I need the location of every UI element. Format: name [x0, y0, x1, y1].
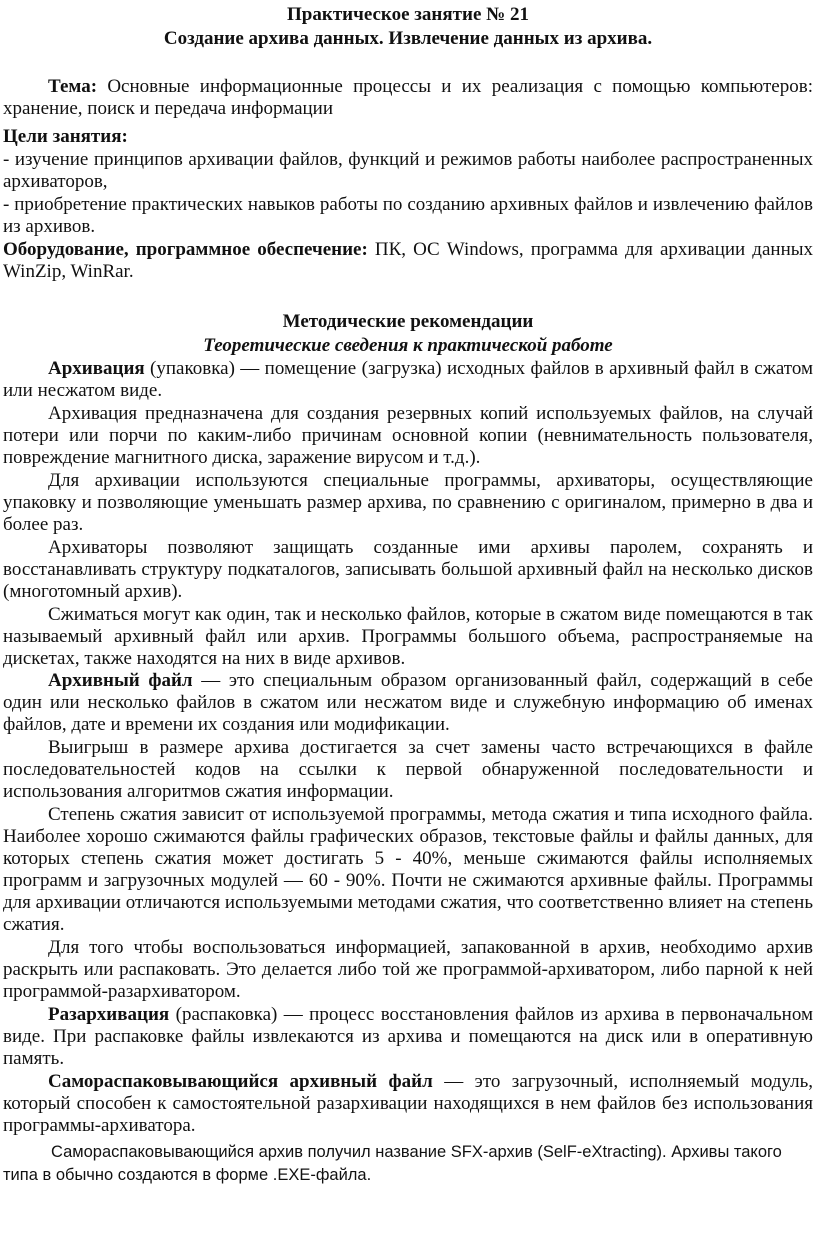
section-heading: Методические рекомендации: [282, 311, 534, 332]
body-paragraph: Степень сжатия зависит от используемой программы, метода сжатия и типа исходного файла. Наиболее хорошо сжимаются файлы графических образов, текстовые файлы и файлы данных, для которых степень сжатия может достигать 5 - 40%, меньше сжимаются файлы исполняемых программ и загрузочных модулей — 60 - 90%. Почти не сжимаются архивные файлы. Программы для архивации отличаются используемыми методами сжатия, что соответственно влияет на степень сжатия.: [3, 804, 813, 935]
term-unarchivation: Разархивация: [48, 1004, 170, 1025]
term-sfx-file: Самораспаковывающийся архивный файл: [48, 1071, 433, 1092]
topic-text: Основные информационные процессы и их реализация с помощью компьютеров: хранение, поиск и передача информации: [3, 76, 813, 119]
body-paragraph: [3, 1004, 813, 1070]
equipment-paragraph: [3, 239, 813, 283]
body-paragraph: [3, 358, 813, 402]
paragraph-text: — это специальным образом организованный файл, содержащий в себе один или несколько файлов в сжатом или несжатом виде и служебную информацию об именах файлов, дате и времени их создания или модификации.: [3, 670, 813, 735]
body-paragraph: Для того чтобы воспользоваться информацией, запакованной в архив, необходимо архив раскрыть или распаковать. Это делается либо той же программой-архиватором, либо парной к ней программой-разархиватором.: [3, 937, 813, 1002]
page-title: Практическое занятие № 21: [287, 4, 529, 25]
goal-item: - приобретение практических навыков работы по созданию архивных файлов и извлечению файлов из архивов.: [3, 194, 813, 237]
body-paragraph: Архивация предназначена для создания резервных копий используемых файлов, на случай потери или порчи по каким-либо причинам основной копии (невнимательность пользователя, повреждение магнитного диска, заражение вирусом и т.д.).: [3, 403, 813, 468]
body-paragraph: [3, 1071, 813, 1137]
topic-paragraph: [3, 76, 813, 120]
sfx-note: Самораспаковывающийся архив получил название SFX-архив (SelF-eXtracting). Архивы такого типа в обычно создаются в форме .EXE-файла.: [3, 1143, 782, 1184]
body-paragraph: Для архивации используются специальные программы, архиваторы, осуществляющие упаковку и позволяющие уменьшать размер архива, по сравнению с оригиналом, примерно в два и более раз.: [3, 470, 813, 535]
page-subtitle: Создание архива данных. Извлечение данных из архива.: [163, 28, 653, 49]
goal-item: - изучение принципов архивации файлов, функций и режимов работы наиболее распространенных архиваторов,: [3, 149, 813, 192]
body-paragraph: Выигрыш в размере архива достигается за счет замены часто встречающихся в файле последовательностей кодов на ссылки к первой обнаруженной последовательности и использования алгоритмов сжатия информации.: [3, 737, 813, 802]
term-archive-file: Архивный файл: [48, 670, 193, 691]
body-paragraph: Архиваторы позволяют защищать созданные ими архивы паролем, сохранять и восстанавливать структуру подкаталогов, записывать большой архивный файл на несколько дисков (многотомный архив).: [3, 537, 813, 602]
term-archivation: Архивация: [48, 358, 145, 379]
topic-label: Тема:: [48, 76, 98, 97]
body-paragraph: Сжиматься могут как один, так и несколько файлов, которые в сжатом виде помещаются в так называемый архивный файл или архив. Программы большого объема, распространяемые на дискетах, также находятся на них в виде архивов.: [3, 604, 813, 669]
paragraph-text: (распаковка) — процесс восстановления файлов из архива в первоначальном виде. При распаковке файлы извлекаются из архива и помещаются на диск или в оперативную память.: [3, 1004, 813, 1069]
equipment-label: Оборудование, программное обеспечение:: [3, 239, 368, 260]
equipment-text: ПК, ОС Windows, программа для архивации данных WinZip, WinRar.: [3, 239, 814, 282]
body-paragraph: [3, 670, 813, 736]
paragraph-text: (упаковка) — помещение (загрузка) исходных файлов в архивный файл в сжатом или несжатом виде.: [3, 358, 813, 401]
paragraph-text: — это загрузочный, исполняемый модуль, который способен к самостоятельной разархивации находящихся в нем файлов без использования программы-архиватора.: [3, 1071, 813, 1136]
section-subheading: Теоретические сведения к практической работе: [203, 335, 613, 356]
goals-heading: Цели занятия:: [3, 126, 128, 147]
